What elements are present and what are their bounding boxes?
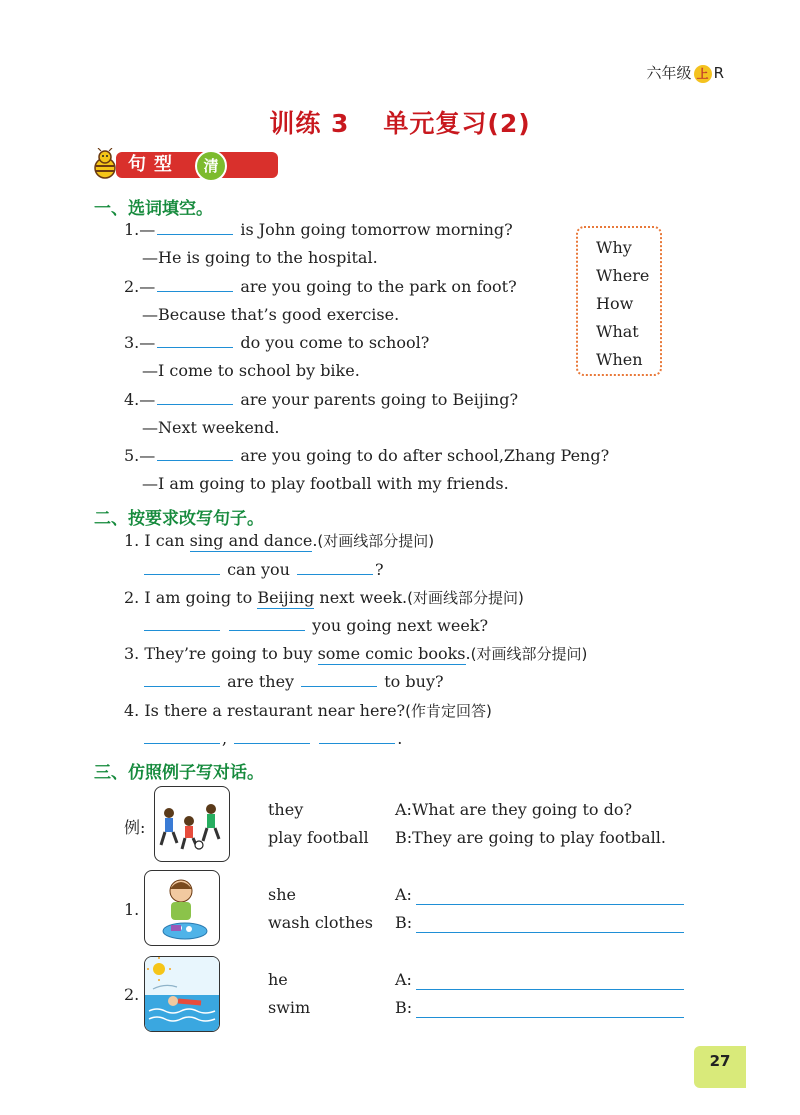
- s2-q2: 2. I am going to Beijing next week.(对画线部分提问): [124, 588, 524, 607]
- s3-item1-word2: wash clothes: [268, 913, 373, 932]
- grade-suffix: R: [713, 64, 724, 82]
- s1-a4: —Next weekend.: [142, 418, 280, 437]
- blank-input[interactable]: [144, 729, 220, 744]
- example-word1: they: [268, 800, 304, 819]
- blank-input[interactable]: [144, 560, 220, 575]
- s1-q5: 5.— are you going to do after school,Zhang Peng?: [124, 446, 610, 465]
- page-title: [0, 104, 800, 140]
- example-label: 例:: [124, 818, 146, 837]
- blank-input[interactable]: [144, 672, 220, 687]
- s3-item2-b-label: B:: [395, 998, 413, 1017]
- s3-item2-word1: he: [268, 970, 288, 989]
- swimming-picture: [144, 956, 220, 1032]
- word-box: [576, 226, 662, 376]
- s3-item2-a-label: A:: [395, 970, 412, 989]
- answer-line[interactable]: [416, 988, 684, 990]
- s2-ans4: , .: [142, 729, 402, 749]
- example-word2: play football: [268, 828, 369, 847]
- blank-input[interactable]: [157, 333, 233, 348]
- blank-input[interactable]: [297, 560, 373, 575]
- football-picture: [154, 786, 230, 862]
- s1-a2: —Because that’s good exercise.: [142, 305, 400, 324]
- s3-item1-a-label: A:: [395, 885, 412, 904]
- section2-heading: 二、按要求改写句子。: [94, 509, 264, 529]
- s2-ans3: are they to buy?: [142, 672, 444, 692]
- word-box-item: Where: [596, 266, 650, 285]
- blank-input[interactable]: [229, 616, 305, 631]
- word-box-item: Why: [596, 238, 632, 257]
- answer-line[interactable]: [416, 1016, 684, 1018]
- s1-a3: —I come to school by bike.: [142, 361, 360, 380]
- badge-circle: 清: [195, 150, 227, 182]
- title-part1: 训练 3: [269, 109, 350, 138]
- s1-q1: 1.— is John going tomorrow morning?: [124, 220, 513, 239]
- answer-line[interactable]: [416, 903, 684, 905]
- badge-label: 句型: [116, 152, 278, 178]
- blank-input[interactable]: [157, 220, 233, 235]
- answer-line[interactable]: [416, 931, 684, 933]
- s2-ans2: you going next week?: [142, 616, 488, 636]
- s3-item2-num: 2.: [124, 985, 140, 1004]
- grade-circle: 上: [694, 65, 712, 83]
- section3-heading: 三、仿照例子写对话。: [94, 763, 264, 783]
- word-box-item: How: [596, 294, 634, 313]
- word-box-item: What: [596, 322, 639, 341]
- example-answer-a: A:What are they going to do?: [395, 800, 633, 819]
- blank-input[interactable]: [157, 277, 233, 292]
- washing-clothes-picture: [144, 870, 220, 946]
- section1-heading: 一、选词填空。: [94, 199, 213, 219]
- s1-q3: 3.— do you come to school?: [124, 333, 430, 352]
- s3-item1-num: 1.: [124, 900, 140, 919]
- blank-input[interactable]: [319, 729, 395, 744]
- page-number: 27: [694, 1046, 746, 1088]
- s2-q4: 4. Is there a restaurant near here?(作肯定回答): [124, 701, 492, 720]
- s1-q4: 4.— are your parents going to Beijing?: [124, 390, 519, 409]
- s2-q3: 3. They’re going to buy some comic books.(对画线部分提问): [124, 644, 588, 663]
- grade-prefix: 六年级: [646, 64, 692, 82]
- blank-input[interactable]: [234, 729, 310, 744]
- word-box-item: When: [596, 350, 643, 369]
- s3-item2-word2: swim: [268, 998, 311, 1017]
- title-part2: 单元复习(2): [383, 109, 531, 138]
- example-answer-b: B:They are going to play football.: [395, 828, 666, 847]
- blank-input[interactable]: [301, 672, 377, 687]
- s2-ans1: can you ?: [142, 560, 384, 580]
- s1-q2: 2.— are you going to the park on foot?: [124, 277, 517, 296]
- grade-label: [647, 62, 724, 83]
- blank-input[interactable]: [157, 446, 233, 461]
- s3-item1-b-label: B:: [395, 913, 413, 932]
- s3-item1-word1: she: [268, 885, 296, 904]
- s1-a5: —I am going to play football with my friends.: [142, 474, 509, 493]
- blank-input[interactable]: [157, 390, 233, 405]
- s1-a1: —He is going to the hospital.: [142, 248, 378, 267]
- blank-input[interactable]: [144, 616, 220, 631]
- s2-q1: 1. I can sing and dance.(对画线部分提问): [124, 531, 435, 550]
